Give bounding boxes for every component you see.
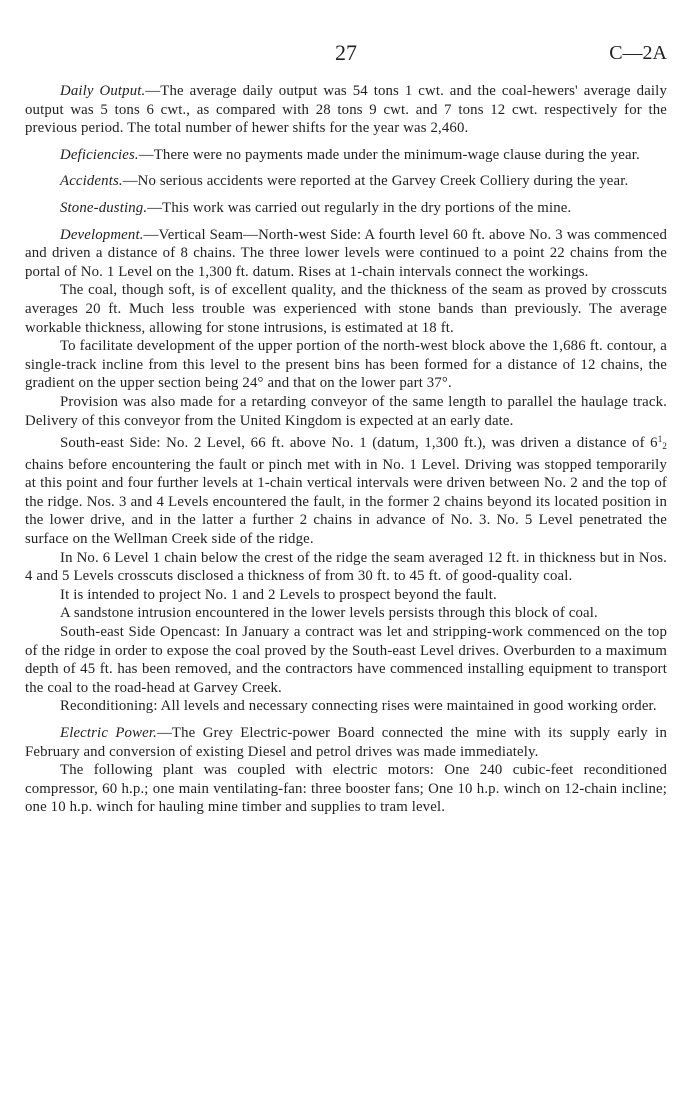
heading-stone-dusting: Stone-dusting. [60,199,148,216]
paragraph-deficiencies: Deficiencies.—There were no payments made under the minimum-wage clause during the year. [60,146,640,163]
paragraph-project-levels: It is intended to project No. 1 and 2 Levels to prospect beyond the fault. [60,586,497,603]
paragraph-plant: The following plant was coupled with electric motors: One 240 cubic-feet reconditioned compressor, 60 h.p.; one main ventilating-fan: three booster fans; One 10 h.p. winch on 12-chain incline; one 10 h.p. winch for hauling mine timber and supplies to tram level. [25,762,667,816]
heading-electric-power: Electric Power. [60,725,157,741]
paragraph-stone-dusting: Stone-dusting.—This work was carried out regularly in the dry portions of the mine. [60,199,572,216]
page-header [25,40,667,66]
paragraph-incline: To facilitate development of the upper portion of the north-west block above the 1,686 ft. contour, a single-track incline from this level to the present bins has been formed for a distance of 12 chains, the gradient on the upper section being 24° and that on the lower part 37°. [25,338,667,392]
document-page [25,40,667,817]
paragraph-conveyor: Provision was also made for a retarding conveyor of the same length to parallel the haulage track. Delivery of this conveyor from the United Kingdom is expected at an early date. [25,393,667,429]
page-number: 27 [335,40,357,65]
paragraph-electric-power: Electric Power.—The Grey Electric-power Board connected the mine with its supply early in February and conversion of existing Diesel and petrol drives was made immediately. [25,725,667,760]
paragraph-reconditioning: Reconditioning: All levels and necessary connecting rises were maintained in good working order. [60,698,657,715]
fraction-half: $^1_2$ [657,434,667,452]
paragraph-south-east-side: South-east Side: No. 2 Level, 66 ft. above No. 1 (datum, 1,300 ft.), was driven a distance of $6^1_2$ chains before encountering the fault or pinch met with in No. 1 Level. Driving was stopped temporarily at this point and four further levels at 1-chain vertical intervals were driven between No. 2 and the top of the ridge. Nos. 3 and 4 Levels encountered the fault, in the former 2 chains beyond its located position in the lower drive, and in the latter a further 2 chains in advance of No. 3. No. 5 Level penetrated the surface on the Wellman Creek side of the ridge. [25,434,667,548]
paragraph-coal-quality: The coal, though soft, is of excellent quality, and the thickness of the seam as proved by crosscuts averages 20 ft. Much less trouble was experienced with stone bands than previously. The average workable thickness, allowing for stone intrusions, is estimated at 18 ft. [25,282,667,336]
heading-daily-output: Daily Output. [60,83,146,99]
paragraph-daily-output: Daily Output.—The average daily output was 54 tons 1 cwt. and the coal-hewers' average daily output was 5 tons 6 cwt., as compared with 28 tons 9 cwt. and 7 tons 12 cwt. respectively for the previous period. The total number of hewer shifts for the year was 2,460. [25,83,667,137]
paragraph-no6-level: In No. 6 Level 1 chain below the crest of the ridge the seam averaged 12 ft. in thickness but in Nos. 4 and 5 Levels crosscuts disclosed a thickness of from 30 ft. to 45 ft. of good-quality coal. [25,549,667,585]
paragraph-development: Development.—Vertical Seam—North-west Side: A fourth level 60 ft. above No. 3 was commenced and driven a distance of 8 chains. The three lower levels were continued to a point 22 chains from the portal of No. 1 Level on the 1,300 ft. datum. Rises at 1-chain intervals connect the workings. [25,226,667,280]
heading-accidents: Accidents. [60,173,123,190]
paragraph-opencast: South-east Side Opencast: In January a contract was let and stripping-work commenced on the top of the ridge in order to expose the coal proved by the South-east Level drives. Overburden to a maximum depth of 45 ft. has been removed, and the contractors have commenced installing equipment to transport the coal to the road-head at Garvey Creek. [25,624,667,696]
body-text [25,82,667,817]
heading-deficiencies: Deficiencies. [60,146,139,163]
heading-development: Development. [60,226,144,243]
paragraph-sandstone: A sandstone intrusion encountered in the lower levels persists through this block of coal. [60,605,598,622]
paragraph-accidents: Accidents.—No serious accidents were reported at the Garvey Creek Colliery during the year. [60,173,629,190]
document-reference: C—2A [609,42,667,64]
